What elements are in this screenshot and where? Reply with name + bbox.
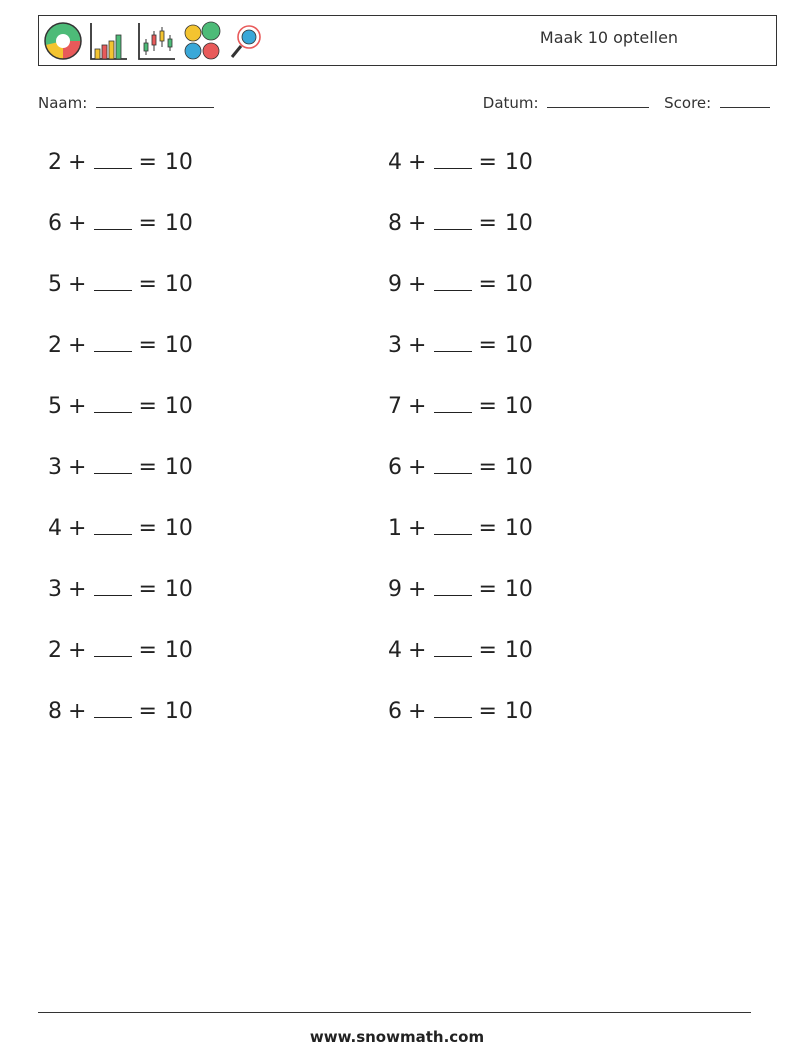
problem-left-6 [48,455,193,480]
answer-blank[interactable] [94,518,132,535]
plus-sign: + [408,333,427,358]
sum-value: 10 [504,577,533,602]
plus-sign: + [408,211,427,236]
equals-sign: = [478,516,497,541]
equals-sign: = [478,333,497,358]
equals-sign: = [478,272,497,297]
addend: 4 [388,638,402,663]
date-score-fields [483,93,770,112]
answer-blank[interactable] [94,335,132,352]
answer-blank[interactable] [434,640,472,657]
addend: 4 [48,516,62,541]
plus-sign: + [408,638,427,663]
answer-blank[interactable] [434,274,472,291]
donut-chart-icon [45,23,81,59]
answer-blank[interactable] [434,579,472,596]
addend: 6 [388,455,402,480]
problem-right-1 [388,150,533,175]
addend: 7 [388,394,402,419]
addend: 3 [48,455,62,480]
sum-value: 10 [504,394,533,419]
equals-sign: = [478,455,497,480]
answer-blank[interactable] [94,274,132,291]
answer-blank[interactable] [434,701,472,718]
equals-sign: = [478,150,497,175]
problem-left-7 [48,516,193,541]
equals-sign: = [478,638,497,663]
equals-sign: = [138,516,157,541]
equals-sign: = [138,211,157,236]
answer-blank[interactable] [94,701,132,718]
plus-sign: + [68,211,87,236]
plus-sign: + [68,333,87,358]
problem-right-10 [388,699,533,724]
logo-icons [43,19,263,63]
date-blank[interactable] [547,93,649,108]
addend: 8 [48,699,62,724]
plus-sign: + [68,455,87,480]
plus-sign: + [68,577,87,602]
problem-left-3 [48,272,193,297]
candlestick-chart-icon [139,23,175,59]
problem-right-7 [388,516,533,541]
name-field [38,93,214,112]
addend: 9 [388,577,402,602]
sum-value: 10 [164,455,193,480]
addend: 2 [48,638,62,663]
plus-sign: + [408,455,427,480]
sum-value: 10 [504,638,533,663]
addend: 6 [388,699,402,724]
answer-blank[interactable] [94,152,132,169]
sum-value: 10 [164,516,193,541]
sum-value: 10 [164,394,193,419]
name-label: Naam: [38,94,88,112]
sum-value: 10 [164,638,193,663]
magnifier-icon [232,26,260,57]
plus-sign: + [408,516,427,541]
equals-sign: = [138,150,157,175]
problem-left-9 [48,638,193,663]
answer-blank[interactable] [94,457,132,474]
sum-value: 10 [504,211,533,236]
problem-right-3 [388,272,533,297]
equals-sign: = [478,211,497,236]
sum-value: 10 [504,699,533,724]
addend: 4 [388,150,402,175]
addend: 9 [388,272,402,297]
footer-divider [38,1012,751,1013]
equals-sign: = [138,272,157,297]
sum-value: 10 [164,150,193,175]
equals-sign: = [478,577,497,602]
problem-right-6 [388,455,533,480]
bar-chart-icon [91,23,127,59]
problem-right-8 [388,577,533,602]
problem-left-1 [48,150,193,175]
addend: 1 [388,516,402,541]
problem-left-2 [48,211,193,236]
answer-blank[interactable] [434,396,472,413]
numbered-circles-icon [185,22,220,59]
sum-value: 10 [164,333,193,358]
plus-sign: + [68,516,87,541]
equals-sign: = [138,699,157,724]
addend: 3 [388,333,402,358]
plus-sign: + [68,638,87,663]
sum-value: 10 [164,699,193,724]
problem-left-5 [48,394,193,419]
plus-sign: + [408,699,427,724]
addend: 3 [48,577,62,602]
name-blank[interactable] [96,93,214,108]
worksheet-header [38,15,777,66]
problem-left-4 [48,333,193,358]
sum-value: 10 [164,577,193,602]
addend: 6 [48,211,62,236]
problem-right-2 [388,211,533,236]
answer-blank[interactable] [434,518,472,535]
sum-value: 10 [504,333,533,358]
problem-right-4 [388,333,533,358]
addend: 2 [48,150,62,175]
equals-sign: = [478,699,497,724]
problem-left-10 [48,699,193,724]
sum-value: 10 [504,150,533,175]
plus-sign: + [68,699,87,724]
equals-sign: = [478,394,497,419]
sum-value: 10 [504,272,533,297]
sum-value: 10 [504,516,533,541]
sum-value: 10 [164,211,193,236]
date-label: Datum: [482,94,539,112]
equals-sign: = [138,638,157,663]
plus-sign: + [408,150,427,175]
equals-sign: = [138,394,157,419]
addend: 2 [48,333,62,358]
plus-sign: + [408,272,427,297]
score-label: Score: [664,94,712,112]
problem-right-5 [388,394,533,419]
equals-sign: = [138,577,157,602]
plus-sign: + [68,150,87,175]
answer-blank[interactable] [94,396,132,413]
answer-blank[interactable] [94,640,132,657]
answer-blank[interactable] [434,152,472,169]
addend: 8 [388,211,402,236]
worksheet-title: Maak 10 optellen [539,28,679,47]
plus-sign: + [408,577,427,602]
problem-left-8 [48,577,193,602]
plus-sign: + [68,394,87,419]
problem-right-9 [388,638,533,663]
plus-sign: + [408,394,427,419]
plus-sign: + [68,272,87,297]
answer-blank[interactable] [94,213,132,230]
answer-blank[interactable] [94,579,132,596]
footer-website: www.snowmath.com [309,1028,485,1046]
score-blank[interactable] [720,93,770,108]
addend: 5 [48,272,62,297]
answer-blank[interactable] [434,335,472,352]
addend: 5 [48,394,62,419]
equals-sign: = [138,455,157,480]
equals-sign: = [138,333,157,358]
sum-value: 10 [504,455,533,480]
sum-value: 10 [164,272,193,297]
answer-blank[interactable] [434,457,472,474]
answer-blank[interactable] [434,213,472,230]
